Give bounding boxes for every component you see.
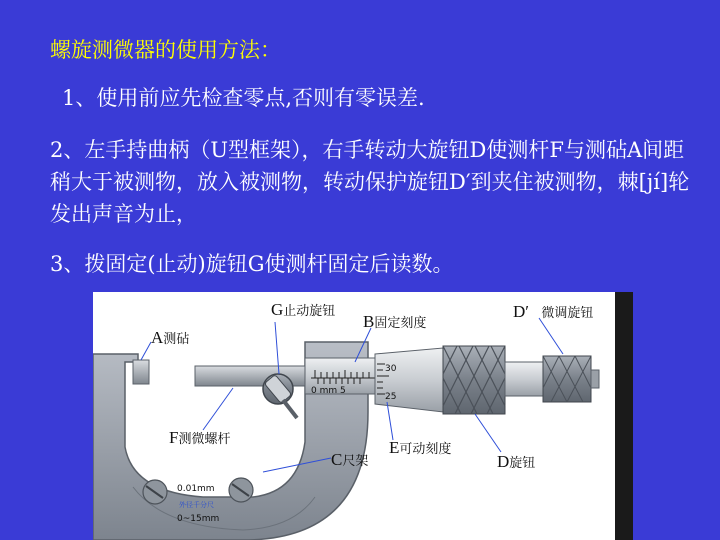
slide-title: 螺旋测微器的使用方法： — [50, 38, 281, 62]
thimble-num-25: 25 — [385, 392, 397, 402]
anvil-a — [133, 360, 149, 384]
label-c: C尺架 — [331, 450, 369, 469]
step-1-text: 1、使用前应先检查零点,否则有零误差. — [62, 86, 425, 110]
plate-precision: 0.01mm — [177, 484, 215, 494]
thimble-e — [375, 348, 443, 412]
label-d: D旋钮 — [497, 452, 536, 471]
label-b: B固定刻度 — [363, 312, 427, 331]
sleeve-zero-label: 0 mm 5 — [311, 386, 346, 396]
step-2-text: 2、左手持曲柄（U型框架），右手转动大旋钮D使测杆F与测砧A间距稍大于被测物，放入被测物，转动保护旋钮D′到夹住被测物，棘[jí]轮发出声音为止， — [50, 138, 690, 226]
step-3-text: 3、拨固定(止动)旋钮G使测杆固定后读数。 — [50, 252, 454, 276]
thimble-num-30: 30 — [385, 364, 397, 374]
edge-strip — [615, 292, 633, 540]
label-f: F测微螺杆 — [169, 428, 231, 447]
micrometer-figure — [93, 292, 633, 540]
plate-range: 0~15mm — [177, 514, 220, 524]
label-d-prime: D′ 微调旋钮 — [513, 302, 594, 321]
ratchet-d-prime — [543, 356, 591, 402]
label-g: G止动旋钮 — [271, 300, 336, 319]
label-e: E可动刻度 — [389, 438, 452, 457]
plate-brand: 外径千分尺 — [179, 501, 214, 509]
label-a: A测砧 — [151, 328, 190, 347]
